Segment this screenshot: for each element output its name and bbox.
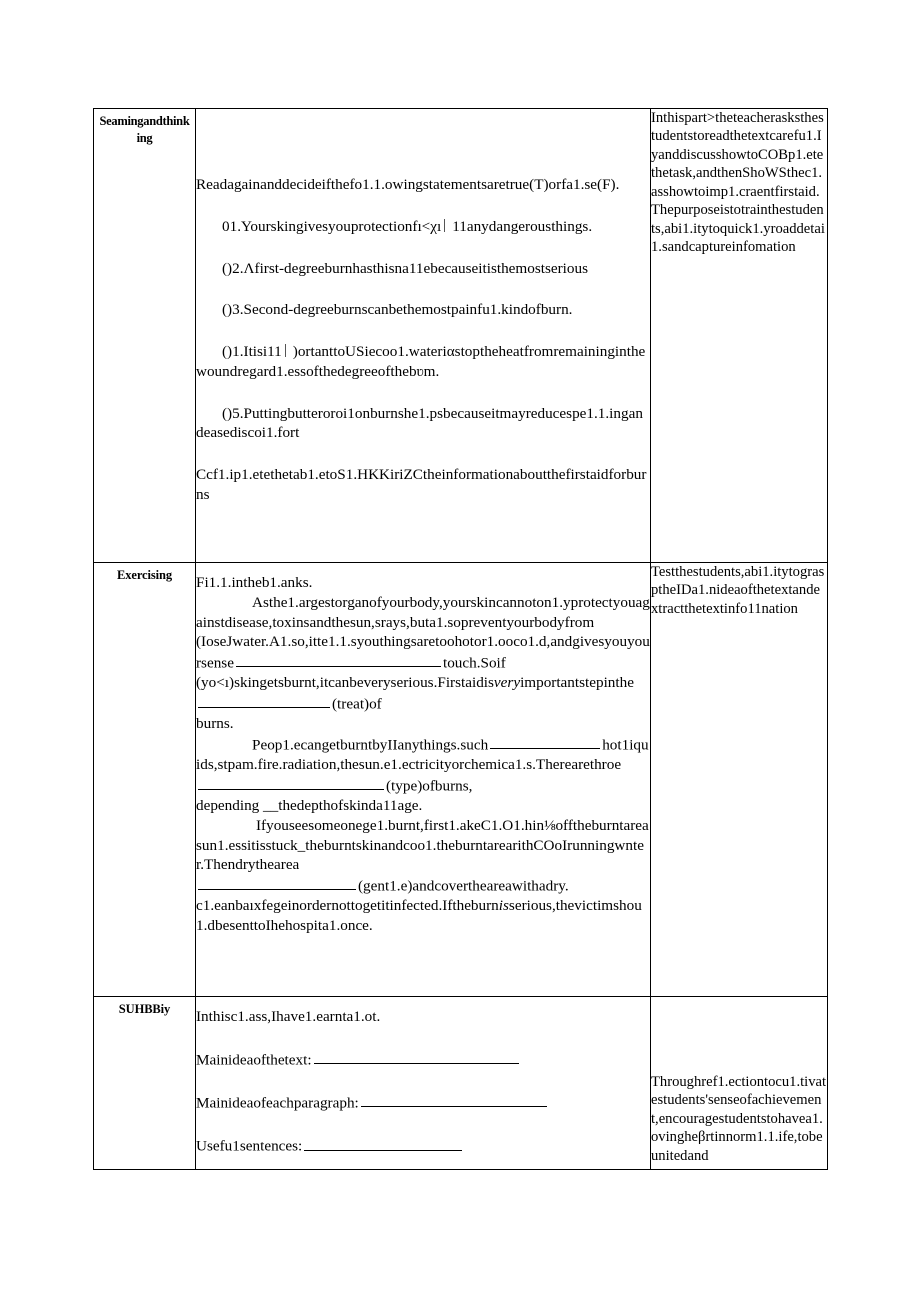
notes-text-2: Testthestudents,abi1.itytograsptheIDa1.nideaofthetextandextractthetextinfo11nation [651, 564, 825, 617]
summary-answer-blank-3[interactable] [304, 1135, 462, 1150]
spacer [196, 1070, 650, 1092]
summary-field-label-2: Mainideaofeachparagraph: [196, 1094, 359, 1112]
spacer [196, 443, 650, 465]
lesson-plan-table [93, 108, 828, 1170]
summary-lead-text: Inthisc1.ass,Ihave1.earnta1.ot. [196, 1008, 381, 1025]
stage-label-3: SUHBBiy [118, 1002, 171, 1016]
summary-field-label-1: Mainideaofthetext: [196, 1051, 312, 1069]
summary-field-label-3: Usefu1sentences: [196, 1137, 303, 1155]
para3-seg-b: importantstepinthe [520, 674, 634, 692]
spacer [196, 278, 650, 300]
spacer [196, 1027, 650, 1049]
spacer [196, 195, 650, 217]
statement-1-text-a: 01.Yourskingivesyouprotectionfı<χı [222, 217, 442, 235]
answer-blank[interactable] [198, 693, 330, 708]
para3-emphasis: very [493, 674, 521, 692]
spacer [196, 563, 650, 573]
spacer [651, 997, 827, 1073]
summary-field-row [196, 1135, 650, 1156]
spacer [196, 237, 650, 259]
exercise-paragraph-4 [196, 734, 650, 816]
instruction-text-2: Fi1.1.intheb1.anks. [196, 574, 313, 591]
para5-emphasis: is [498, 897, 509, 915]
answer-blank[interactable] [236, 652, 441, 667]
para5-seg-c: c1.eanbaıxfegeinordernottogetitinfected.Iftheburn [196, 897, 499, 915]
exercise-paragraph-3 [196, 673, 650, 734]
exercise-paragraph-2 [196, 632, 650, 673]
statement-item: ()5.Puttingbutteroroi1onburnshe1.psbecauseitmayreducespe1.1.ingandeasediscoi1.fort [196, 404, 643, 442]
spacer [196, 320, 650, 342]
para4-seg-c: (type)ofburns, [386, 777, 473, 795]
summary-answer-blank-2[interactable] [361, 1092, 547, 1107]
spacer [196, 137, 650, 165]
notes-text-3: Throughref1.ectiontocu1.tivatestudents'senseofachievement,encouragestudentstohavea1.ovingheβrtinnorm1.1.ife,tobeunitedand [651, 1074, 827, 1164]
stage-cell-2 [94, 563, 196, 997]
statement-item [196, 217, 650, 237]
para4-seg-a: Peop1.ecangetburntbyIIanythings.such [252, 736, 489, 754]
exercise-paragraph-5 [196, 816, 650, 936]
vertical-bar-mark [285, 344, 289, 357]
spacer [196, 165, 650, 175]
table-row [94, 997, 828, 1170]
procedure-cell-2 [196, 563, 651, 997]
spacer [196, 997, 650, 1007]
summary-field-row [196, 1049, 650, 1070]
closing-instruction-1: Ccf1.ip1.etethetab1.etoS1.HKKiriZCtheinformationaboutthefirstaidforburns [196, 466, 647, 503]
spacer [196, 1113, 650, 1135]
vertical-bar-mark [444, 219, 448, 232]
notes-cell-2 [651, 563, 828, 997]
statement-1-text-b: 11anydangerousthings. [452, 217, 593, 235]
para4-seg-b: hot1iquids,stpam.fire.radiation,thesun.e1.ectricityorchemica1.s.Therearethroe [196, 736, 649, 774]
stage-cell-1 [94, 109, 196, 563]
para5-seg-a: Ifyouseesomeonege1.burnt,first1.akeC1.O1.hin⅛offtheburntareasun1.essitisstuck_theburntskinandcoo1.theburntarearithCOoIrunningwnter.Thendrythearea [196, 816, 649, 874]
answer-blank[interactable] [198, 775, 384, 790]
para3-seg-d: burns. [196, 715, 234, 733]
statement-item: ()3.Second-degreeburnscanbethemostpainfu1.kindofburn. [222, 301, 573, 319]
stage-label-1 [94, 109, 195, 146]
summary-answer-blank-1[interactable] [314, 1049, 519, 1064]
para4-seg-d: depending __thedepthofskinda11age. [196, 797, 423, 814]
spacer [196, 382, 650, 404]
procedure-cell-3 [196, 997, 651, 1170]
para2-seg-b: touch.Soif [442, 654, 506, 672]
stage-label-1-line1: Seamingandthink [99, 114, 190, 128]
exercise-paragraph-1: Asthe1.argestorganofyourbody,yourskincannoton1.yprotectyouagainstdisease,toxinsandthesun,srays,buta1.sopreventyourbodyfrom [196, 593, 650, 631]
answer-blank[interactable] [490, 734, 600, 749]
instruction-text-1: Readagainanddecideifthefo1.1.owingstatementsaretrue(T)orfa1.se(F). [196, 176, 620, 193]
stage-label-2: Exercising [116, 568, 173, 582]
table-row [94, 109, 828, 563]
statement-item [196, 342, 650, 382]
para3-seg-c: (treat)of [332, 695, 382, 713]
procedure-cell-1 [196, 109, 651, 563]
spacer [196, 109, 650, 137]
stage-label-1-line2: ing [136, 130, 153, 145]
notes-cell-1 [651, 109, 828, 563]
stage-cell-3 [94, 997, 196, 1170]
statement-4-text-b: )ortanttoUSiecoo1.wateriαstoptheheatfromremaininginthewoundregard1.essofthedegreeofthebʋm. [196, 343, 646, 380]
answer-blank[interactable] [198, 875, 356, 890]
statement-item: ()2.Λfirst-degreeburnhasthisna11ebecauseitisthemostserious [222, 259, 588, 277]
notes-text-1: Inthispart>theteacherasksthestudentstoreadthetextcarefu1.IyanddiscusshowtoCOBp1.etethetask,andthenShoWSthec1.asshowtoimp1.craentfirstaid.Thepurposeistotrainthestudents,abi1.itytoquick1.yroaddetai1.sandcaptureinfomation [651, 110, 825, 256]
notes-cell-3 [651, 997, 828, 1170]
summary-field-row [196, 1092, 650, 1113]
para5-seg-b: (gent1.e)andcovertheareawithadry. [358, 877, 569, 895]
statement-4-text-a: ()1.Itisi11 [222, 343, 282, 360]
para5-seg-d: serious,thevictimshou1.dbesenttoIhehospita1.once. [196, 897, 642, 934]
para3-seg-a: (yo<ı)skingetsburnt,itcanbeveryserious.Firstaidis [196, 674, 494, 692]
para2-seg-a: (IoseJwater.A1.so,itte1.1.syouthingsaretoohotor1.ooco1.d,andgivesyouyoursense [196, 633, 650, 672]
table-row [94, 563, 828, 997]
